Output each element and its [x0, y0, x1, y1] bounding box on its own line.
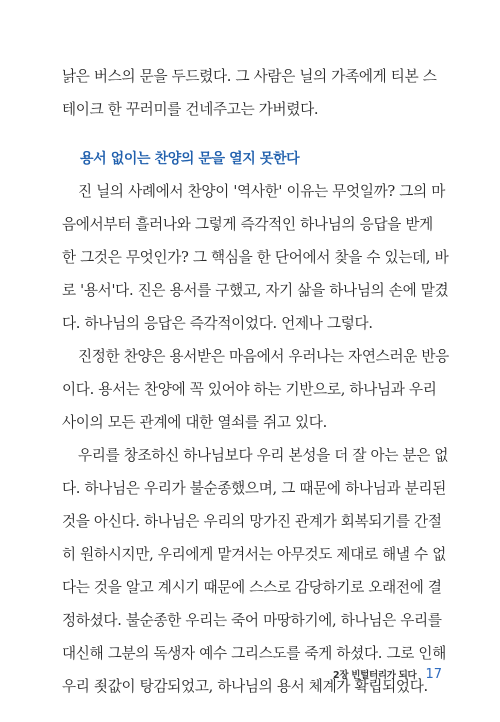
text-line: 한 그것은 무엇인가? 그 핵심을 한 단어에서 찾을 수 있는데, 바 — [62, 249, 449, 266]
text-line: 다는 것을 알고 계시기 때문에 스스로 감당하기로 오래전에 결 — [62, 579, 442, 596]
text-line: 진정한 찬양은 용서받은 마음에서 우러나는 자연스러운 반응 — [78, 348, 449, 365]
text-line: 우리 죗값이 탕감되었고, 하나님의 용서 체계가 확립되었다. — [62, 678, 428, 695]
text-line: 이다. 용서는 찬양에 꼭 있어야 하는 기반으로, 하나님과 우리 — [62, 381, 437, 398]
text-line: 사이의 모든 관계에 대한 열쇠를 쥐고 있다. — [62, 414, 327, 431]
paragraph-2 — [62, 340, 449, 439]
page-number: 17 — [425, 667, 442, 682]
section-heading: 용서 없이는 찬양의 문을 열지 못한다 — [80, 151, 300, 167]
text-line: 히 원하시지만, 우리에게 맡겨서는 아무것도 제대로 해낼 수 없 — [62, 546, 446, 563]
text-line: 진 닐의 사례에서 찬양이 '역사한' 이유는 무엇일까? 그의 마 — [78, 183, 446, 200]
text-line: 정하셨다. 불순종한 우리는 죽어 마땅하기에, 하나님은 우리를 — [62, 612, 442, 629]
text-line: 로 '용서'다. 진은 용서를 구했고, 자기 삶을 하나님의 손에 맡겼 — [62, 282, 449, 299]
paragraph-1 — [62, 175, 449, 340]
page-footer — [333, 663, 442, 682]
text-line: 다. 하나님은 우리가 불순종했으며, 그 때문에 하나님과 분리된 — [62, 480, 446, 497]
text-line: 다. 하나님의 응답은 즉각적이었다. 언제나 그렇다. — [62, 315, 373, 332]
intro-paragraph — [62, 60, 442, 126]
text-line: 우리를 창조하신 하나님보다 우리 본성을 더 잘 아는 분은 없 — [78, 447, 449, 464]
text-line: 낡은 버스의 문을 두드렸다. 그 사람은 닐의 가족에게 티본 스 — [62, 68, 437, 85]
text-line: 것을 아신다. 하나님은 우리의 망가진 관계가 회복되기를 간절 — [62, 513, 442, 530]
text-line: 대신해 그분의 독생자 예수 그리스도를 죽게 하셨다. 그로 인해 — [62, 645, 446, 662]
text-line: 음에서부터 흘러나와 그렇게 즉각적인 하나님의 응답을 받게 — [62, 216, 433, 233]
chapter-title: 2장 빈털터리가 되다 — [333, 670, 417, 681]
text-line: 테이크 한 꾸러미를 건네주고는 가버렸다. — [62, 101, 319, 118]
